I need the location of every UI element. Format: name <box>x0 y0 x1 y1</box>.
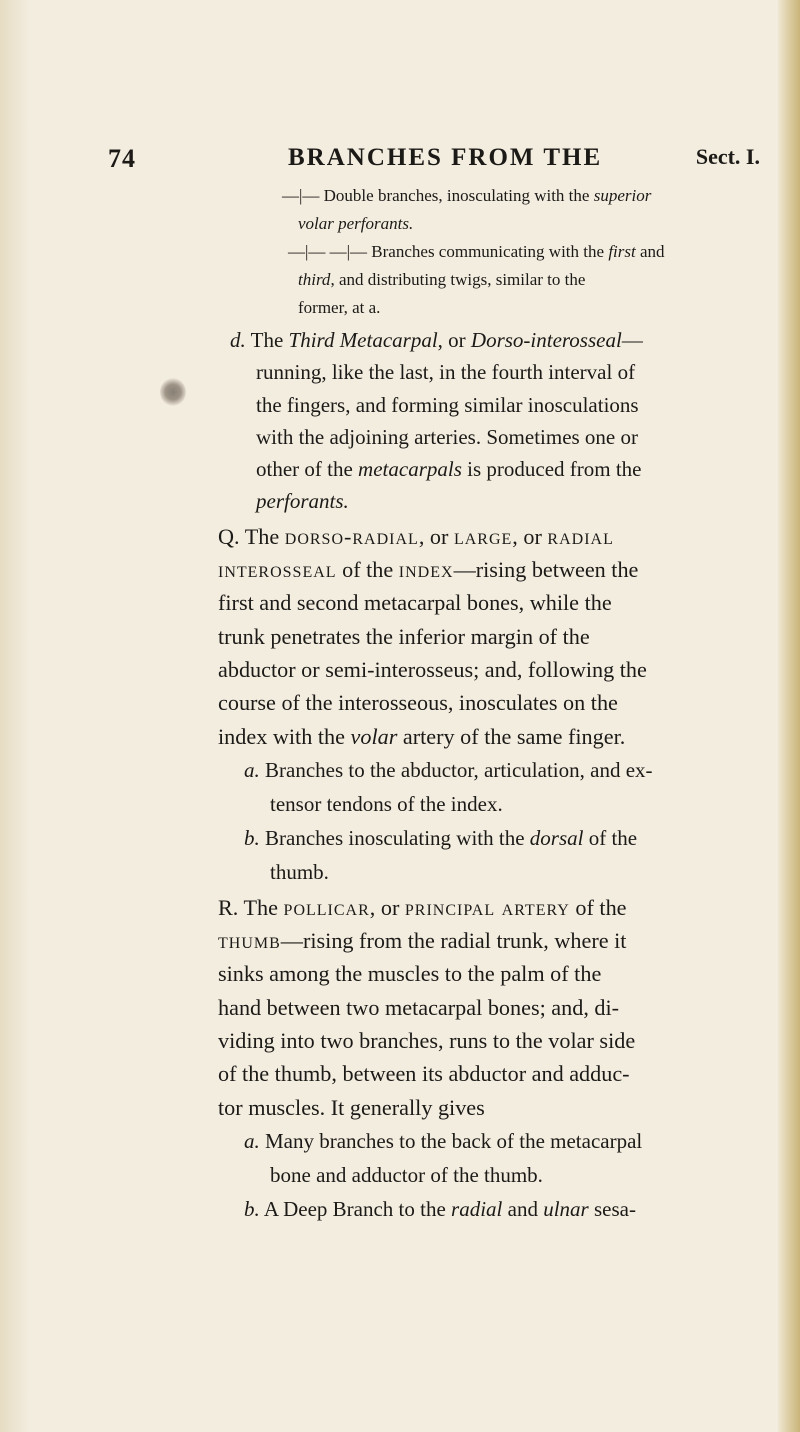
page-header <box>108 144 760 184</box>
r-sub-a <box>244 1124 748 1192</box>
text-span: running, like the last, in the fourth interval of <box>256 360 636 385</box>
paragraph-r-line: tor muscles. It generally gives <box>218 1094 485 1120</box>
paragraph-d-line <box>230 389 748 421</box>
paragraph-d-line <box>230 324 748 356</box>
text-span: bone and adductor of the thumb. <box>270 1162 543 1187</box>
text-span: of the <box>569 894 627 920</box>
paragraph-r-line <box>218 891 746 924</box>
paragraph-r <box>218 891 748 1226</box>
paragraph-q-line: course of the interosseous, inosculates on the <box>218 690 618 716</box>
paragraph-r-line <box>218 924 746 957</box>
paragraph-r-line: viding into two branches, runs to the volar side <box>218 1028 636 1054</box>
text-span: artery of the same finger. <box>397 723 626 749</box>
paragraph-d-line <box>230 421 748 453</box>
small-caps-text: thumb <box>218 928 281 954</box>
text-span: index with the <box>218 723 351 749</box>
sub-label: a. <box>244 757 260 782</box>
text-span: of the <box>583 825 638 850</box>
small-caps-text: interosseal <box>218 557 337 583</box>
sub-label: b. <box>244 825 260 850</box>
small-caps-text: dorso-radial <box>284 523 419 549</box>
text-italic: superior <box>593 186 652 205</box>
paragraph-r-line: sinks among the muscles to the palm of the <box>218 961 602 987</box>
page-number: 74 <box>108 144 136 173</box>
para-label: d. <box>230 328 246 352</box>
paragraph-d <box>230 324 748 518</box>
paragraph-d-line <box>230 356 748 388</box>
text-span: —rising from the radial trunk, where it <box>280 928 627 954</box>
r-sub-b <box>244 1192 748 1226</box>
text-span: of the <box>336 557 399 583</box>
small-caps-text: pollicar <box>283 894 370 920</box>
former-line <box>270 294 748 322</box>
sub-label: a. <box>244 1128 260 1153</box>
text-span: , or <box>369 894 405 920</box>
q-sub-b <box>244 821 748 889</box>
branches-communicating-line <box>260 238 748 266</box>
text-span: Branches to the abductor, articulation, and ex- <box>259 757 653 782</box>
text-italic: volar perforants. <box>298 214 414 233</box>
small-caps-text: principal artery <box>404 894 570 920</box>
text-italic: first <box>608 242 636 261</box>
text-italic: third <box>298 270 331 289</box>
page-right-edge <box>778 0 800 1432</box>
text-span: and <box>635 242 665 261</box>
text-italic: volar <box>350 723 398 749</box>
text-italic: metacarpals <box>358 457 462 482</box>
sub-label: b. <box>244 1196 260 1221</box>
paragraph-r-line: of the thumb, between its abductor and adduc- <box>218 1061 630 1087</box>
paragraph-q <box>218 520 748 889</box>
text-span: , or <box>418 523 454 549</box>
paragraph-r-line: hand between two metacarpal bones; and, di- <box>218 994 620 1020</box>
running-head: BRANCHES FROM THE <box>288 144 603 171</box>
paragraph-d-line <box>230 485 748 517</box>
text-span: The <box>245 328 289 352</box>
text-span: sesa- <box>588 1196 636 1221</box>
text-italic: Third Metacarpal <box>288 328 438 352</box>
text-span: the fingers, and forming similar inosculations <box>256 392 639 417</box>
paragraph-q-line <box>218 720 746 753</box>
page-body <box>218 182 748 1226</box>
text-span: thumb. <box>270 859 329 884</box>
text-span: is produced from the <box>461 457 642 482</box>
paragraph-q-line <box>218 553 746 586</box>
text-italic: Dorso-interosseal <box>470 328 622 352</box>
paragraph-d-line <box>230 453 748 485</box>
text-span: The <box>239 523 285 549</box>
text-span: tensor tendons of the index. <box>270 791 503 816</box>
text-italic: ulnar <box>543 1196 589 1221</box>
text-italic: radial <box>451 1196 503 1221</box>
text-span: with the adjoining arteries. Sometimes one or <box>256 424 638 449</box>
text-span: former, at a. <box>298 298 381 317</box>
section-reference: Sect. I. <box>695 144 760 169</box>
paragraph-q-line: first and second metacarpal bones, while the <box>218 590 612 616</box>
text-span: A Deep Branch to the <box>259 1196 452 1221</box>
small-caps-text: large <box>453 523 513 549</box>
text-span: —|— Double branches, inosculating with the <box>282 186 594 205</box>
third-line <box>270 266 748 294</box>
volar-perforants-line <box>270 210 748 238</box>
small-caps-text: radial <box>547 523 614 549</box>
text-italic: dorsal <box>529 825 584 850</box>
para-label: R. <box>218 894 239 920</box>
text-span: —rising between the <box>453 557 639 583</box>
q-sub-a <box>244 753 748 821</box>
text-span: — <box>621 328 643 352</box>
text-span: and <box>502 1196 544 1221</box>
text-span: Many branches to the back of the metacarpal <box>259 1128 643 1153</box>
double-branches-line <box>270 182 748 210</box>
text-span: , or <box>512 523 548 549</box>
ink-smudge <box>160 378 186 406</box>
paragraph-q-line: trunk penetrates the inferior margin of the <box>218 623 590 649</box>
text-span: other of the <box>256 457 359 482</box>
text-italic: perforants. <box>256 489 349 514</box>
para-label: Q. <box>218 523 240 549</box>
page-left-shadow <box>0 0 30 1432</box>
small-caps-text: index <box>398 557 454 583</box>
text-span: Branches inosculating with the <box>259 825 530 850</box>
text-span: , and distributing twigs, similar to the <box>330 270 586 289</box>
text-span: , or <box>437 328 471 352</box>
text-span: The <box>238 894 284 920</box>
text-span: —|— —|— Branches communicating with the <box>288 242 609 261</box>
paragraph-q-line <box>218 520 746 553</box>
paragraph-q-line: abductor or semi-interosseus; and, following the <box>218 656 647 682</box>
